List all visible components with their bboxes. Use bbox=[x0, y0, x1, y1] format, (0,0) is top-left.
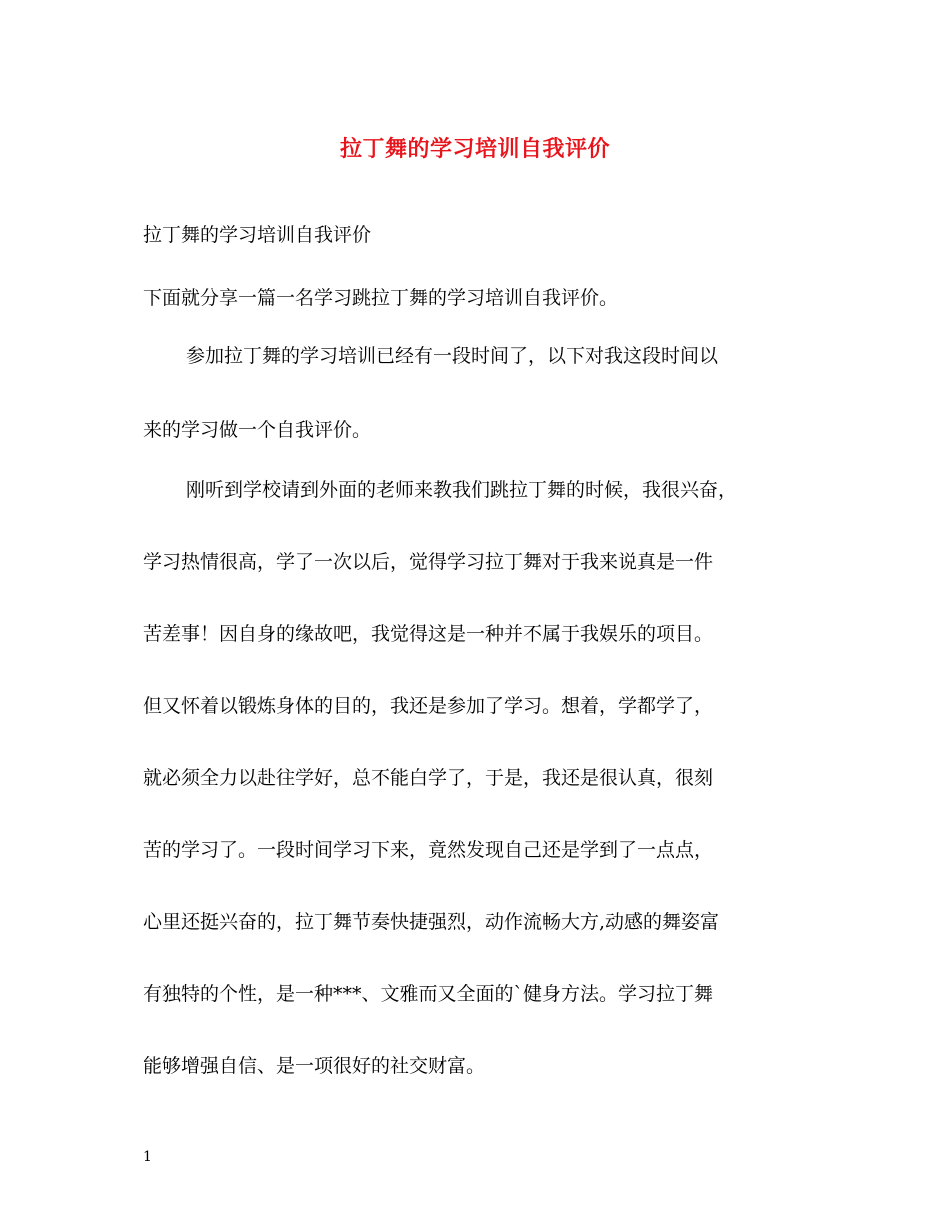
paragraph-line: 但又怀着以锻炼身体的目的，我还是参加了学习。想着，学都学了， bbox=[143, 695, 714, 717]
paragraph-line: 参加拉丁舞的学习培训已经有一段时间了，以下对我这段时间以 bbox=[186, 345, 719, 367]
intro-line: 下面就分享一篇一名学习跳拉丁舞的学习培训自我评价。 bbox=[143, 287, 619, 309]
document-title: 拉丁舞的学习培训自我评价 bbox=[339, 136, 610, 162]
paragraph-line: 心里还挺兴奋的，拉丁舞节奏快捷强烈，动作流畅大方,动感的舞姿富 bbox=[143, 911, 720, 933]
paragraph-line: 就必须全力以赴往学好，总不能白学了，于是，我还是很认真，很刻 bbox=[143, 767, 714, 789]
paragraph-line: 苦差事！因自身的缘故吧，我觉得这是一种并不属于我娱乐的项目。 bbox=[143, 623, 714, 645]
paragraph-line: 来的学习做一个自我评价。 bbox=[143, 419, 372, 441]
paragraph-line: 能够增强自信、是一项很好的社交财富。 bbox=[143, 1055, 486, 1077]
paragraph-line: 苦的学习了。一段时间学习下来，竟然发现自己还是学到了一点点， bbox=[143, 839, 714, 861]
subtitle-line: 拉丁舞的学习培训自我评价 bbox=[143, 224, 372, 246]
paragraph-line: 刚听到学校请到外面的老师来教我们跳拉丁舞的时候，我很兴奋， bbox=[186, 479, 738, 501]
page-number: 1 bbox=[143, 1149, 152, 1165]
paragraph-line: 学习热情很高，学了一次以后，觉得学习拉丁舞对于我来说真是一件 bbox=[143, 551, 714, 573]
paragraph-line: 有独特的个性，是一种***、文雅而又全面的`健身方法。学习拉丁舞 bbox=[143, 983, 714, 1005]
